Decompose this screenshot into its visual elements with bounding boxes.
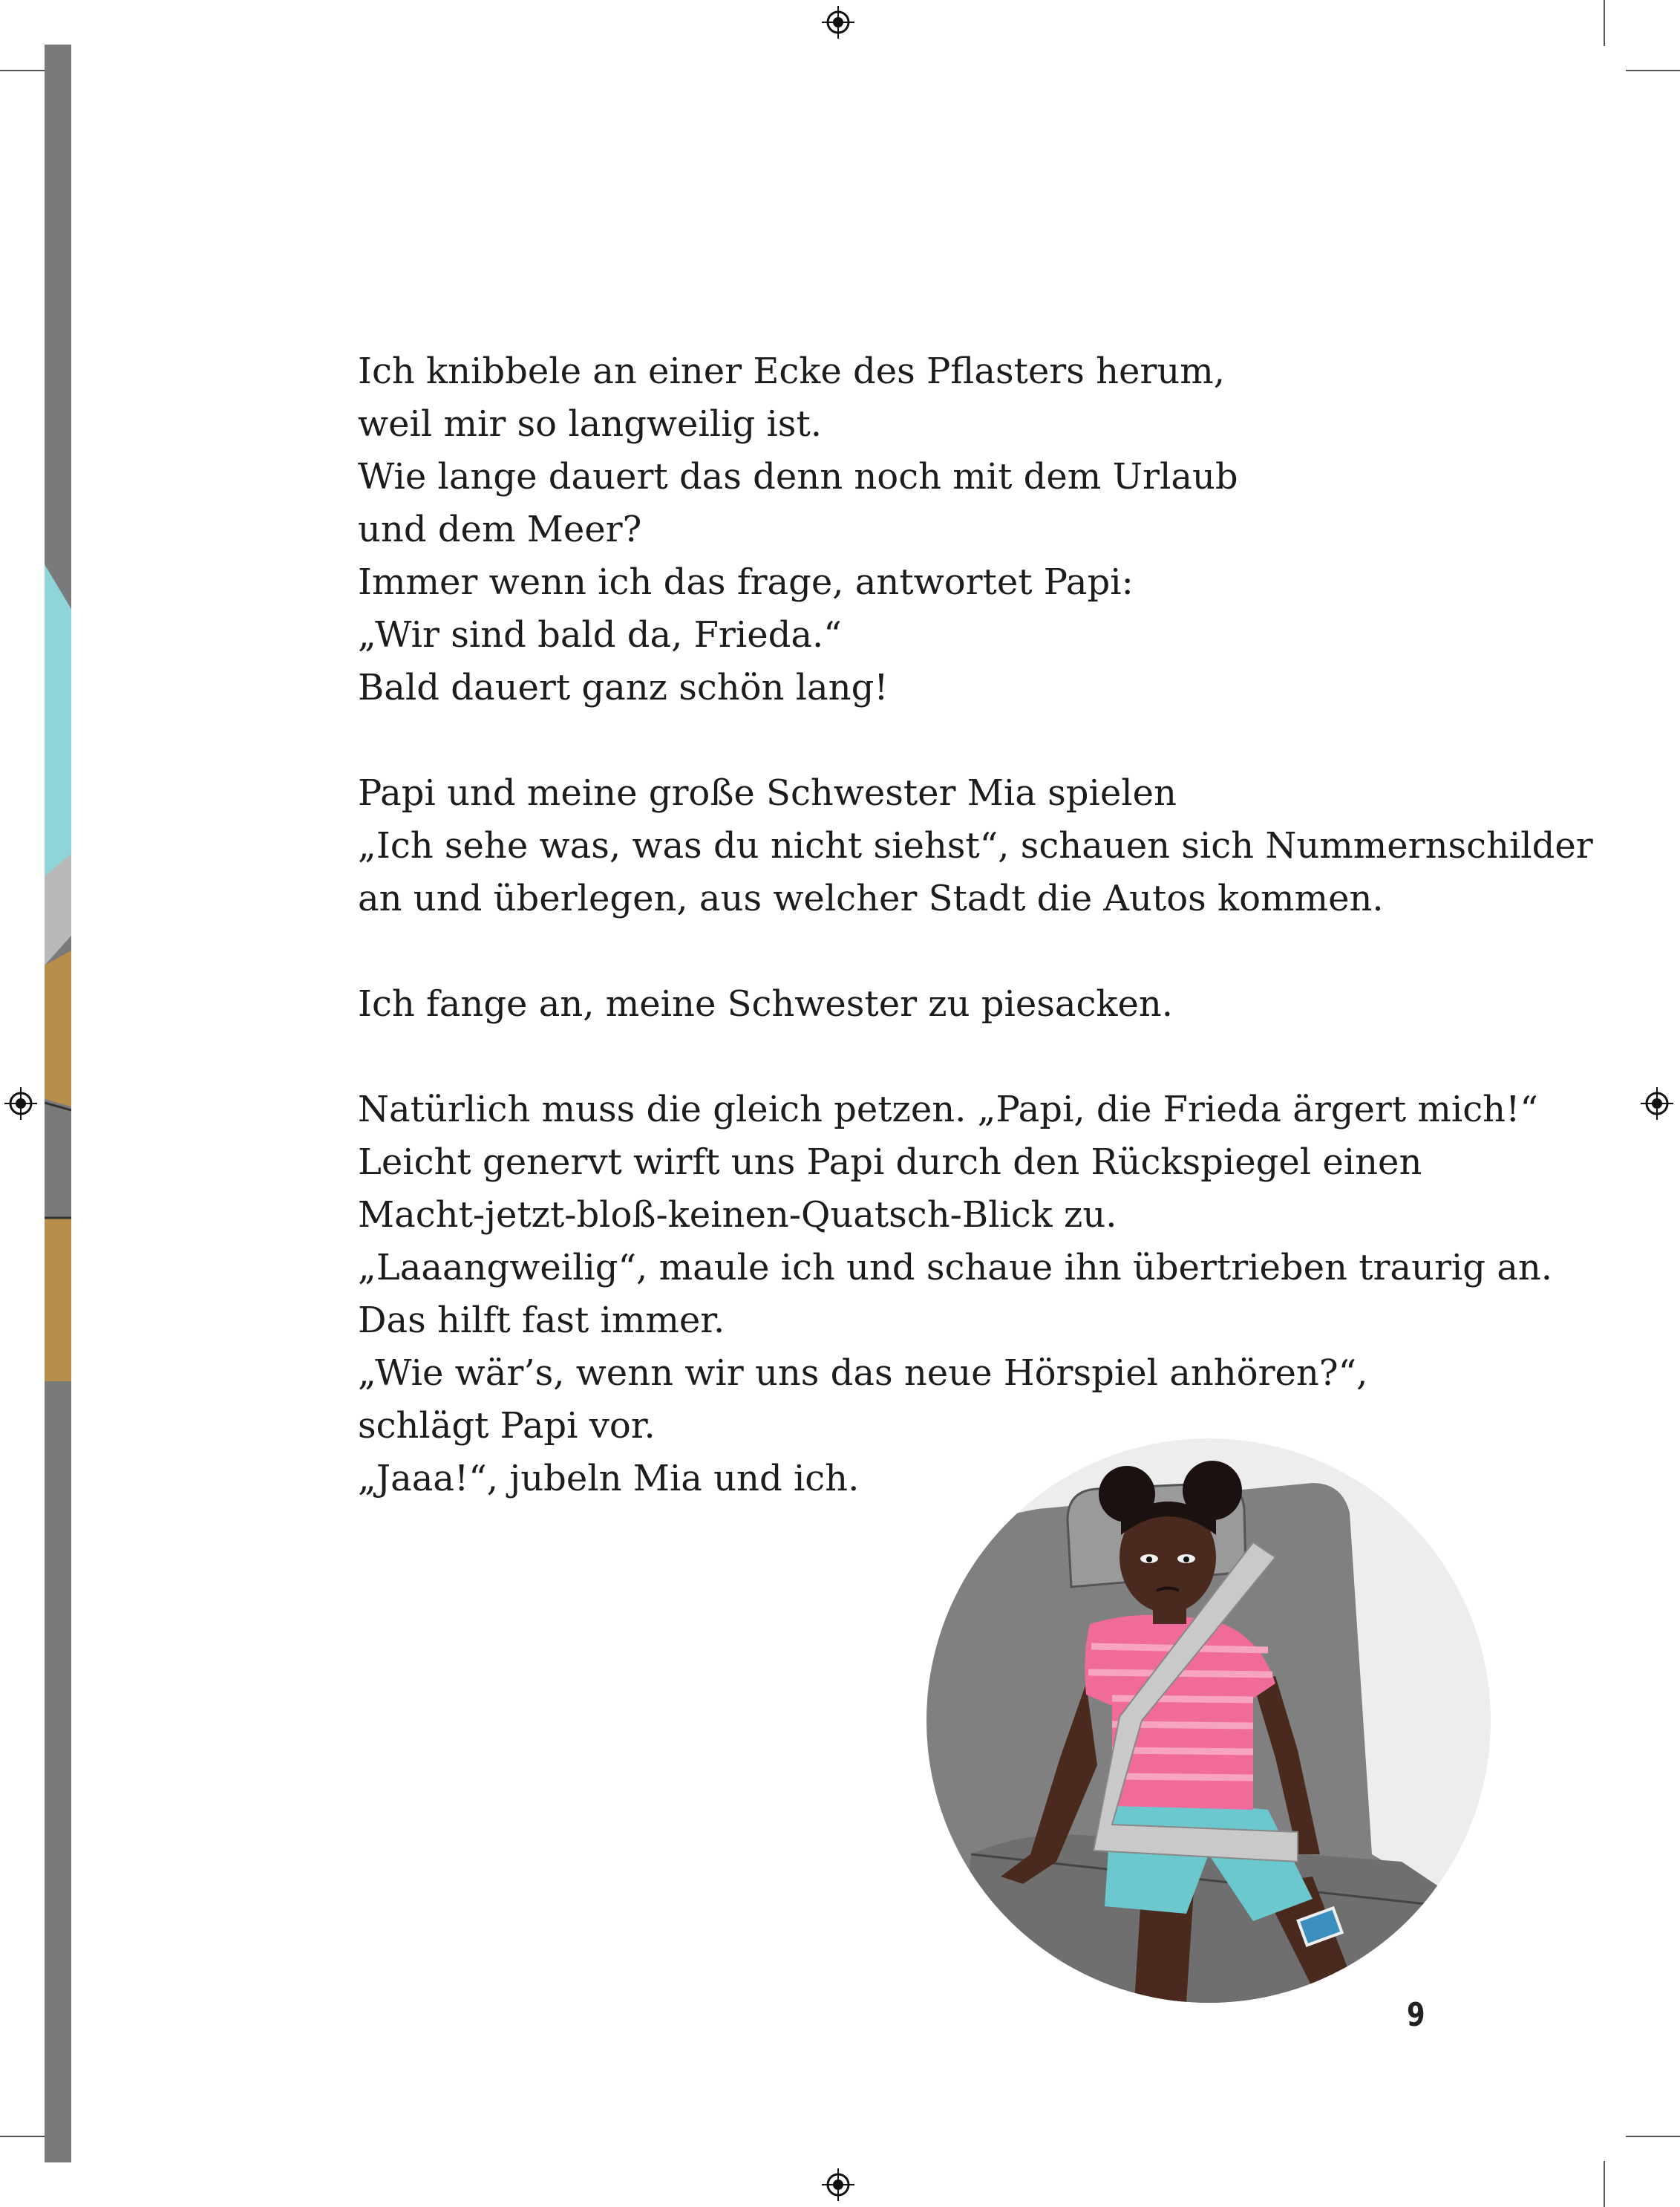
registration-mark-icon <box>822 2168 854 2201</box>
registration-mark-icon <box>822 6 854 39</box>
text-line: Wie lange dauert das denn noch mit dem Urlaub <box>358 456 1238 498</box>
registration-mark-icon <box>4 1087 37 1120</box>
paragraph <box>358 978 1516 1031</box>
text-line: weil mir so langweilig ist. <box>358 403 822 445</box>
bleed-artwork <box>45 564 71 1396</box>
story-text <box>358 345 1593 1558</box>
crop-mark <box>1604 2161 1605 2207</box>
text-line: Das hilft fast immer. <box>358 1300 725 1341</box>
text-line: Natürlich muss die gleich petzen. „Papi, die Frieda ärgert mich!“ <box>358 1089 1538 1130</box>
text-line: „Wir sind bald da, Frieda.“ <box>358 614 842 656</box>
paragraph <box>358 345 1516 714</box>
text-line: Ich fange an, meine Schwester zu piesacken. <box>358 983 1174 1025</box>
text-line: „Ich sehe was, was du nicht siehst“, schauen sich Nummernschilder <box>358 825 1593 867</box>
crop-mark <box>1604 0 1605 46</box>
registration-mark-icon <box>1641 1087 1673 1120</box>
crop-mark <box>1626 2136 1680 2137</box>
text-line: „Wie wär’s, wenn wir uns das neue Hörspiel anhören?“, <box>358 1352 1368 1394</box>
text-line: und dem Meer? <box>358 509 642 550</box>
text-line: Ich knibbele an einer Ecke des Pflasters herum, <box>358 351 1226 392</box>
crop-mark <box>1626 70 1680 71</box>
text-line: Immer wenn ich das frage, antwortet Papi: <box>358 561 1134 603</box>
text-line: Bald dauert ganz schön lang! <box>358 667 889 708</box>
paragraph <box>358 767 1593 925</box>
text-line: Leicht genervt wirft uns Papi durch den Rückspiegel einen <box>358 1141 1422 1183</box>
text-line: schlägt Papi vor. <box>358 1405 656 1447</box>
page-number: 9 <box>1407 1996 1425 2034</box>
illustration-girl-in-car-seat <box>926 1438 1491 2003</box>
text-line: an und überlegen, aus welcher Stadt die Autos kommen. <box>358 878 1384 919</box>
text-line: Papi und meine große Schwester Mia spielen <box>358 772 1177 814</box>
text-line: „Laaangweilig“, maule ich und schaue ihn übertrieben traurig an. <box>358 1247 1553 1288</box>
crop-mark <box>0 70 45 71</box>
crop-mark <box>0 2136 45 2137</box>
text-line: Macht-jetzt-bloß-keinen-Quatsch-Blick zu. <box>358 1194 1117 1236</box>
text-line: „Jaaa!“, jubeln Mia und ich. <box>358 1458 860 1499</box>
